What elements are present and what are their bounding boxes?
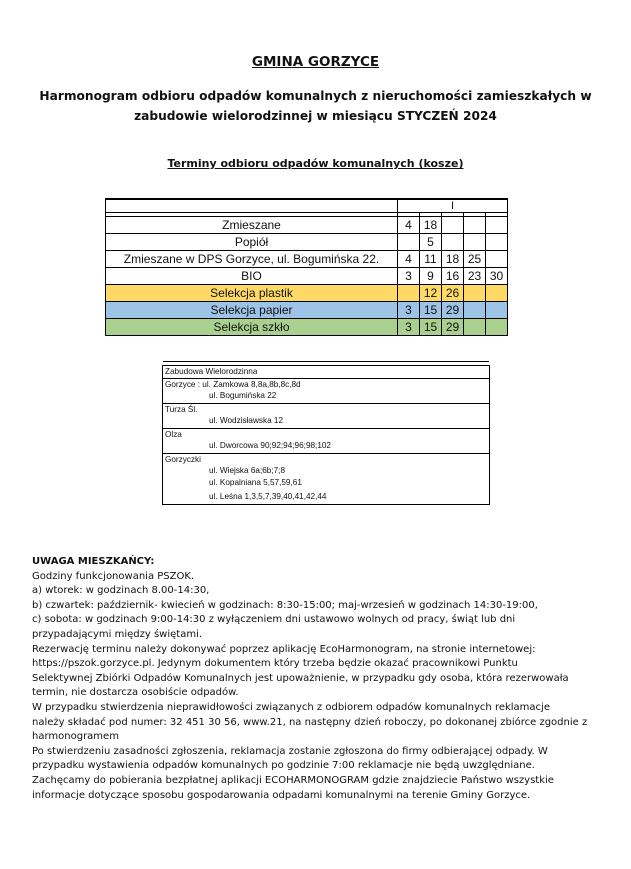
note-line: W przypadku stwierdzenia nieprawidłowości związanych z odbiorem odpadów komunalnych reklamacje [32, 701, 550, 713]
table-row [106, 268, 508, 285]
day-cell: 18 [420, 217, 442, 234]
waste-type: Popiół [106, 234, 398, 251]
day-cell: 18 [442, 251, 464, 268]
note-line: Selektywnej Zbiórki Odpadów Komunalnych jest upoważnienie, w przypadku gdy osoba, która rezerwowała [32, 672, 569, 684]
day-cell: 4 [398, 217, 420, 234]
list-item: ul. Wodzisławska 12 [209, 416, 284, 425]
divider [163, 361, 489, 362]
note-line: harmonogramem [32, 731, 119, 743]
note-line: Zachęcamy do pobierania bezpłatnej aplikacji ECOHARMONOGRAM gdzie znajdziecie Państwo wszystkie [32, 774, 554, 786]
day-cell [486, 217, 508, 234]
table-row [106, 251, 508, 268]
day-cell [464, 217, 486, 234]
day-cell: 29 [442, 302, 464, 319]
note-line: informacje dotyczące sposobu gospodarowania odpadami komunalnymi na terenie Gminy Gorzyce. [32, 789, 531, 801]
day-cell [398, 234, 420, 251]
waste-type: Selekcja papier [106, 302, 398, 319]
note-line: Godziny funkcjonowania PSZOK. [32, 570, 195, 582]
waste-type: Selekcja szkło [106, 319, 398, 336]
document-subtitle [30, 86, 601, 126]
table-row [106, 285, 508, 302]
day-cell [486, 234, 508, 251]
day-cell: 15 [420, 302, 442, 319]
day-cell [398, 285, 420, 302]
list-item: Turza Śl. [163, 403, 489, 416]
waste-type: Selekcja plastik [106, 285, 398, 302]
day-cell: 26 [442, 285, 464, 302]
document-title: GMINA GORZYCE [251, 54, 380, 70]
list-item: ul. Bogumińska 22 [209, 391, 277, 400]
note-line: https://pszok.gorzyce.pl. Jedynym dokumentem który trzeba będzie okazać pracownikowi Punktu [32, 658, 518, 670]
table-row [106, 234, 508, 251]
waste-type: BIO [106, 268, 398, 285]
day-cell: 15 [420, 319, 442, 336]
day-cell: 4 [398, 251, 420, 268]
day-cell [464, 302, 486, 319]
day-cell: 29 [442, 319, 464, 336]
table-row [106, 217, 508, 234]
day-cell [486, 319, 508, 336]
waste-type: Zmieszane w DPS Gorzyce, ul. Bogumińska 22. [106, 251, 398, 268]
note-line: termin, nie dostarcza osobiście odpadów. [32, 687, 239, 699]
note-line: należy składać pod numer: 32 451 30 56, www.21, na następny dzień roboczy, po dokonanej zbiórce zgodnie z [32, 716, 588, 728]
month-header: I [398, 199, 508, 213]
day-cell: 11 [420, 251, 442, 268]
day-cell: 30 [486, 268, 508, 285]
note-line: c) sobota: w godzinach 9:00-14:30 z wyłączeniem dni ustawowo wolnych od pracy, świąt lub dni [32, 614, 516, 626]
day-cell [486, 285, 508, 302]
list-item: Olza [163, 428, 489, 441]
day-cell [486, 302, 508, 319]
note-line: Po stwierdzeniu zasadności zgłoszenia, reklamacja zostanie zgłoszona do firmy odbierającej odpady. W [32, 745, 548, 757]
day-cell: 3 [398, 319, 420, 336]
section-title: Terminy odbioru odpadów komunalnych (kosze) [167, 157, 464, 170]
subtitle-line-2: zabudowie wielorodzinnej w miesiącu STYCZEŃ 2024 [134, 109, 497, 123]
note-line: b) czwartek: październik- kwiecień w godzinach: 8:30-15:00; maj-wrzesień w godzinach 14:30-19:00, [32, 599, 538, 611]
day-cell [442, 217, 464, 234]
day-cell [486, 251, 508, 268]
day-cell [464, 234, 486, 251]
list-item: Gorzyczki [163, 453, 489, 466]
header-empty-cell [106, 199, 398, 213]
address-list-title: Zabudowa Wielorodzinna [165, 367, 258, 376]
list-item: Gorzyce : ul. Zamkowa 8,8a,8b,8c,8d [163, 378, 489, 391]
list-item: ul. Kopalniana 5,57,59,61 [209, 478, 302, 487]
table-row [106, 319, 508, 336]
day-cell [442, 234, 464, 251]
address-list [162, 365, 490, 505]
note-line: a) wtorek: w godzinach 8.00-14:30, [32, 585, 210, 597]
note-line: przypadku wystawienia odpadów komunalnych po godzinie 7:00 reklamacje nie będą uwzględniane. [32, 760, 535, 772]
schedule-table [105, 198, 508, 336]
day-cell: 16 [442, 268, 464, 285]
day-cell: 3 [398, 268, 420, 285]
day-cell: 9 [420, 268, 442, 285]
note-line: Rezerwację terminu należy dokonywać poprzez aplikację EcoHarmonogram, na stronie internetowej: [32, 643, 536, 655]
note-line: przypadającymi między świętami. [32, 628, 203, 640]
day-cell [464, 285, 486, 302]
day-cell: 12 [420, 285, 442, 302]
table-row [106, 302, 508, 319]
list-item: ul. Wiejska 6a;6b;7;8 [209, 466, 286, 475]
day-cell: 25 [464, 251, 486, 268]
list-item: ul. Dworcowa 90;92;94;96;98;102 [209, 441, 331, 450]
day-cell: 5 [420, 234, 442, 251]
waste-type: Zmieszane [106, 217, 398, 234]
schedule-header-row [106, 199, 508, 213]
subtitle-line-1: Harmonogram odbioru odpadów komunalnych z nieruchomości zamieszkałych w [39, 89, 592, 103]
notes-heading: UWAGA MIESZKAŃCY: [32, 556, 155, 567]
notes-section [32, 555, 602, 803]
day-cell: 23 [464, 268, 486, 285]
day-cell [464, 319, 486, 336]
day-cell: 3 [398, 302, 420, 319]
list-item: ul. Leśna 1,3,5,7,39,40,41,42,44 [209, 492, 327, 501]
